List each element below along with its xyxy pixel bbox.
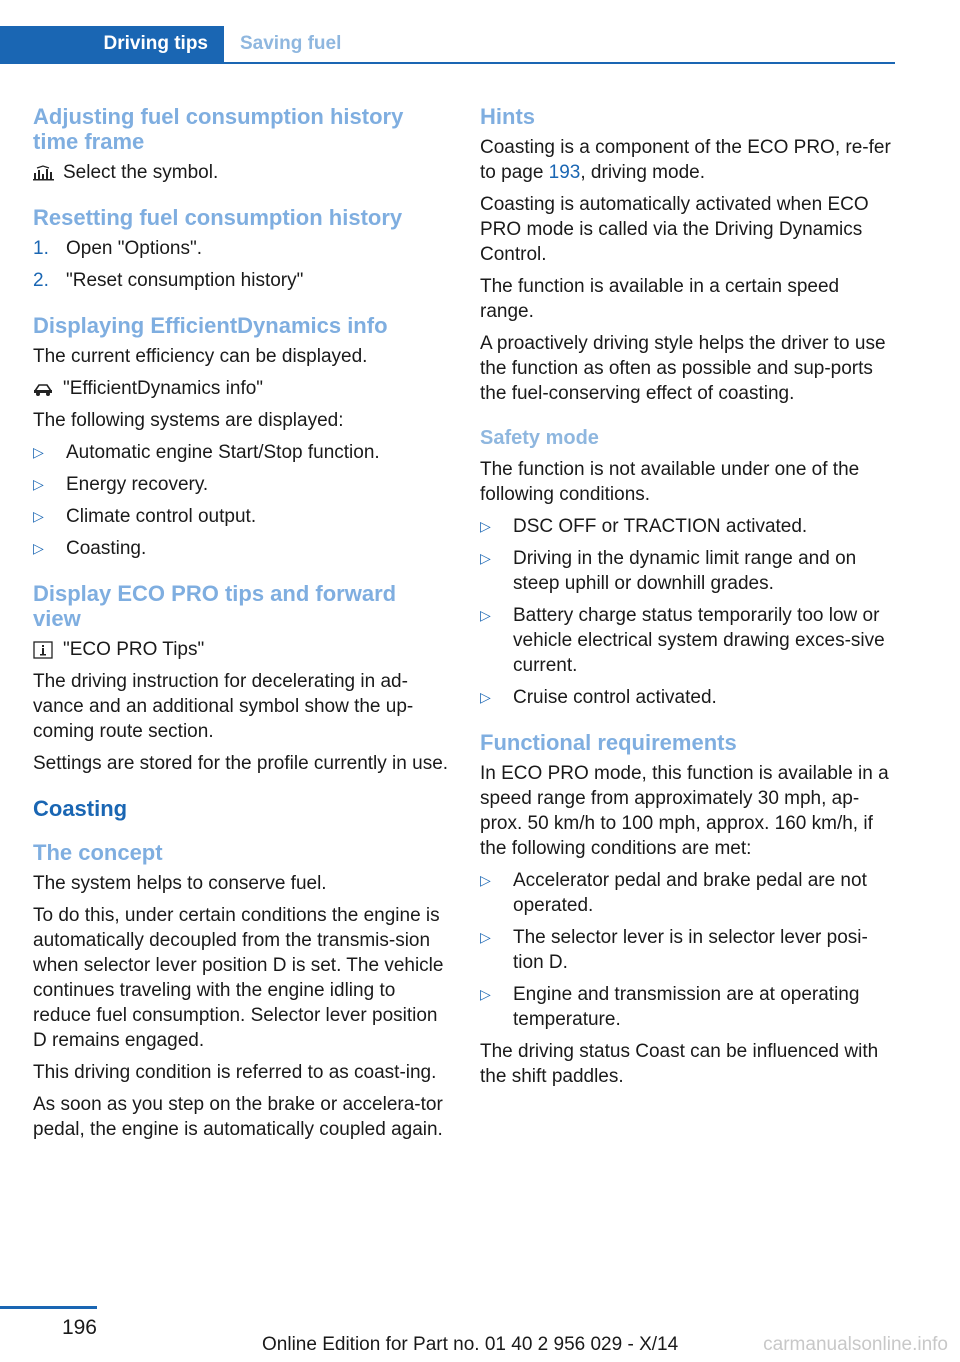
list-item: ▷ Cruise control activated. [480, 687, 717, 708]
display-text-2: The following systems are displayed: [33, 410, 344, 431]
ecotips-text-2: Settings are stored for the profile currently in use. [33, 753, 449, 774]
func-list [480, 868, 896, 1032]
list-item: ▷ Coasting. [33, 538, 147, 559]
heading-coasting: Coasting [33, 796, 128, 821]
history-chart-icon [33, 160, 63, 185]
triangle-bullet-icon: ▷ [480, 986, 491, 1002]
heading-hints: Hints [480, 104, 535, 129]
page-number: 196 [61, 1316, 97, 1339]
reset-steps-list [33, 236, 449, 293]
func-text-1: In ECO PRO mode, this function is available in a speed range from approximately 30 mph, ap‐prox. 50 km/h to 100 mph, approx. 160 km/h, if the following conditions are met: [480, 763, 889, 859]
efficientdynamics-icon [33, 376, 63, 401]
triangle-bullet-icon: ▷ [33, 476, 44, 492]
left-column [33, 104, 449, 1149]
list-item: 2. "Reset consumption history" [33, 270, 304, 291]
safety-text: The function is not available under one of the following conditions. [480, 459, 860, 505]
func-text-2: The driving status Coast can be influenced with the shift paddles. [480, 1041, 879, 1087]
ecotips-text-1: The driving instruction for decelerating in ad‐vance and an additional symbol show the up‐coming route section. [33, 671, 414, 742]
tab-saving-fuel[interactable]: Saving fuel [240, 33, 342, 54]
list-item: ▷ Driving in the dynamic limit range and on steep uphill or downhill grades. [480, 548, 857, 594]
list-item: ▷ Battery charge status temporarily too low or vehicle electrical system drawing exces‐sive current. [480, 605, 885, 676]
list-item: ▷ DSC OFF or TRACTION activated. [480, 516, 808, 537]
watermark: carmanualsonline.info [763, 1334, 948, 1355]
triangle-bullet-icon: ▷ [480, 689, 491, 705]
concept-text-4: As soon as you step on the brake or accelera‐tor pedal, the engine is automatically coupled again. [33, 1094, 443, 1140]
display-text-1: The current efficiency can be displayed. [33, 346, 368, 367]
triangle-bullet-icon: ▷ [480, 607, 491, 623]
footer-rule [0, 1306, 97, 1309]
triangle-bullet-icon: ▷ [480, 872, 491, 888]
heading-adjust-history: Adjusting fuel consumption history time frame [33, 104, 404, 154]
heading-functional-requirements: Functional requirements [480, 730, 737, 755]
hints-text-2: Coasting is automatically activated when ECO PRO mode is called via the Driving Dynamics Control. [480, 194, 869, 265]
concept-text-1: The system helps to conserve fuel. [33, 873, 327, 894]
hints-text-3: The function is available in a certain speed range. [480, 276, 840, 322]
list-item: ▷ Automatic engine Start/Stop function. [33, 442, 380, 463]
ecotips-icon-text: "ECO PRO Tips" [63, 639, 205, 660]
safety-list [480, 514, 896, 710]
list-item: ▷ Climate control output. [33, 506, 257, 527]
triangle-bullet-icon: ▷ [33, 508, 44, 524]
heading-concept: The concept [33, 840, 163, 865]
triangle-bullet-icon: ▷ [33, 444, 44, 460]
right-column [480, 104, 896, 1096]
triangle-bullet-icon: ▷ [480, 929, 491, 945]
list-item: 1. Open "Options". [33, 238, 203, 259]
hints-text-1: Coasting is a component of the ECO PRO, re‐fer to page 193, driving mode. [480, 137, 891, 183]
hints-text-4: A proactively driving style helps the driver to use the function as often as possible and sup‐ports the fuel-conserving effect of coasting. [480, 333, 886, 404]
heading-reset-history: Resetting fuel consumption history [33, 205, 403, 230]
header-bar [0, 0, 895, 64]
triangle-bullet-icon: ▷ [33, 540, 44, 556]
concept-text-2: To do this, under certain conditions the engine is automatically decoupled from the transmis‐sion when selector lever position D is set. The vehicle continues traveling with the engine idling to reduce fuel consumption. Selector lever position D remains engaged. [33, 905, 444, 1051]
heading-safety-mode: Safety mode [480, 427, 599, 449]
systems-list [33, 440, 449, 561]
list-item: ▷ Accelerator pedal and brake pedal are not operated. [480, 870, 867, 916]
display-icon-text: "EfficientDynamics info" [63, 378, 264, 399]
tab-driving-tips[interactable]: Driving tips [0, 26, 224, 62]
list-item: ▷ Energy recovery. [33, 474, 209, 495]
concept-text-3: This driving condition is referred to as coast‐ing. [33, 1062, 437, 1083]
triangle-bullet-icon: ▷ [480, 550, 491, 566]
heading-display-efficientdynamics: Displaying EfficientDynamics info [33, 313, 388, 338]
adjust-instruction [33, 160, 449, 185]
triangle-bullet-icon: ▷ [480, 518, 491, 534]
page-link[interactable]: 193 [548, 162, 581, 183]
ecotips-instruction [33, 637, 449, 662]
info-icon [33, 637, 63, 662]
heading-eco-pro-tips: Display ECO PRO tips and forward view [33, 581, 397, 631]
adjust-text: Select the symbol. [63, 162, 219, 183]
list-item: ▷ Engine and transmission are at operating temperature. [480, 984, 860, 1030]
display-instruction [33, 376, 449, 401]
edition-text: Online Edition for Part no. 01 40 2 956 029 - X/14 [262, 1334, 679, 1355]
list-item: ▷ The selector lever is in selector lever posi‐tion D. [480, 927, 868, 973]
